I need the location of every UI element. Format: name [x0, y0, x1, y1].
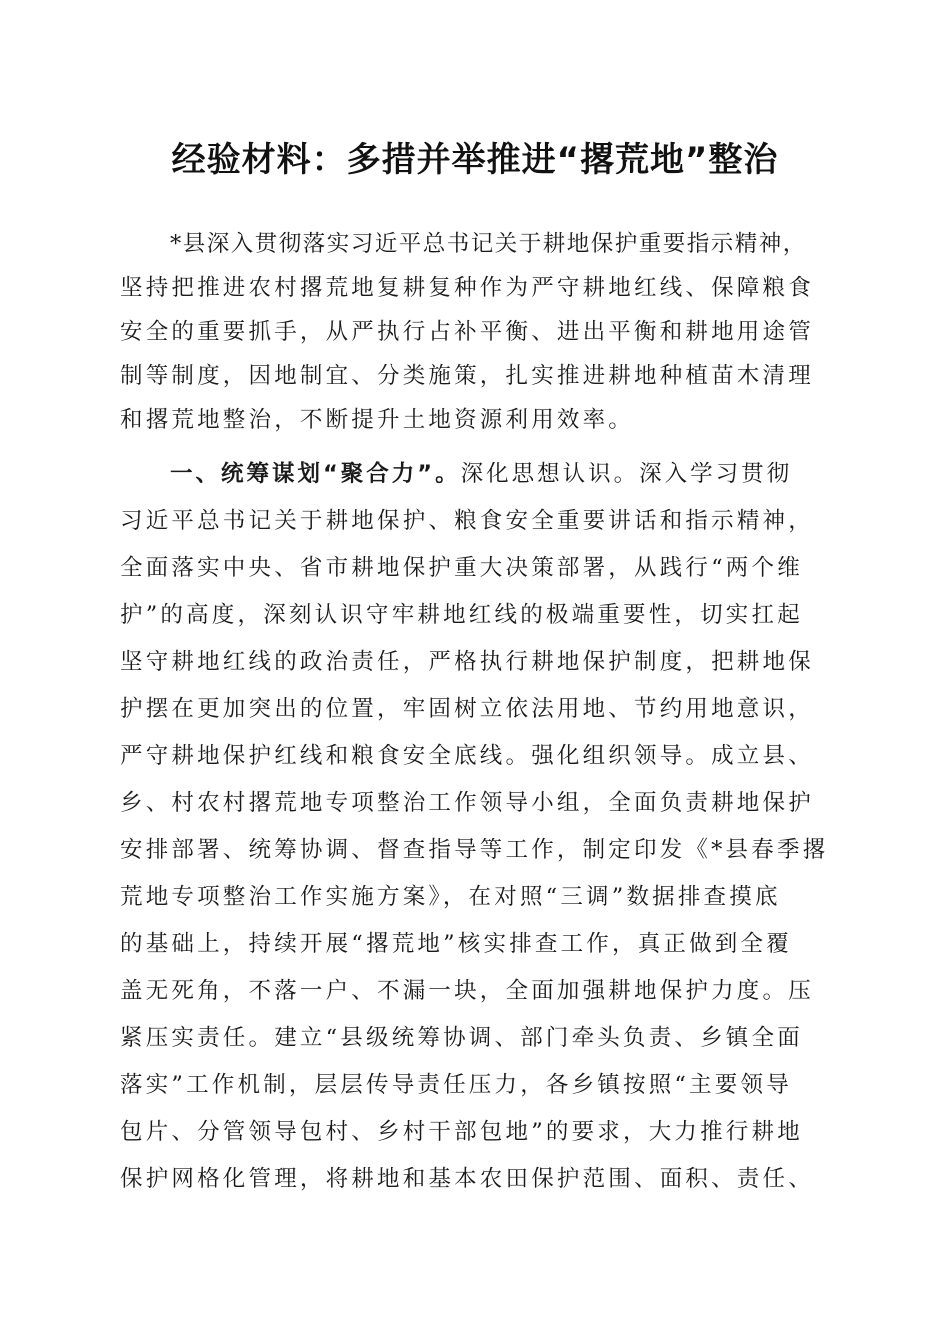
section-1-line: 落实”工作机制，层层传导责任压力，各乡镇按照“主要领导: [120, 1072, 792, 1098]
section-1-line: 坚守耕地红线的政治责任，严格执行耕地保护制度，把耕地保: [120, 649, 814, 675]
section-1-first-line-text: 深化思想认识。深入学习贯彻: [460, 461, 793, 487]
paragraph-1-line-5: 和撂荒地整治，不断提升土地资源利用效率。: [120, 407, 635, 433]
section-1-line: 乡、村农村撂荒地专项整治工作领导小组，全面负责耕地保护: [120, 790, 814, 816]
section-1-line: 荒地专项整治工作实施方案》，在对照“三调”数据排查摸底: [120, 884, 781, 910]
paragraph-1-line-3: 安全的重要抓手，从严执行占补平衡、进出平衡和耕地用途管: [120, 319, 814, 345]
section-1-heading: 一、统筹谋划“聚合力”。: [170, 461, 461, 487]
paragraph-1-line-2: 坚持把推进农村撂荒地复耕复种作为严守耕地红线、保障粮食: [120, 275, 814, 301]
document-title: 经验材料：多措并举推进“撂荒地”整治: [171, 140, 779, 180]
section-1-line: 安排部署、统筹协调、督查指导等工作，制定印发《*县春季撂: [120, 837, 829, 863]
section-1-line: 严守耕地保护红线和粮食安全底线。强化组织领导。成立县、: [120, 743, 814, 769]
section-1-line: 习近平总书记关于耕地保护、粮食安全重要讲话和指示精神，: [120, 508, 814, 534]
paragraph-1-line-1: *县深入贯彻落实习近平总书记关于耕地保护重要指示精神，: [170, 231, 807, 257]
section-1-line: 紧压实责任。建立“县级统筹协调、部门牵头负责、乡镇全面: [120, 1025, 803, 1051]
section-1-line: 包片、分管领导包村、乡村干部包地”的要求，大力推行耕地: [120, 1119, 803, 1145]
section-1-line: 全面落实中央、省市耕地保护重大决策部署，从践行“两个维: [120, 555, 803, 581]
section-1-line: 的基础上，持续开展“撂荒地”核实排查工作，真正做到全覆: [120, 931, 792, 957]
section-1-first-line: [170, 459, 792, 489]
paragraph-1-line-4: 制等制度，因地制宜、分类施策，扎实推进耕地种植苗木清理: [120, 363, 814, 389]
section-1-line: 保护网格化管理，将耕地和基本农田保护范围、面积、责任、: [120, 1166, 814, 1192]
section-1-line: 护摆在更加突出的位置，牢固树立依法用地、节约用地意识，: [120, 696, 814, 722]
section-1-line: 盖无死角，不落一户、不漏一块，全面加强耕地保护力度。压: [120, 978, 814, 1004]
section-1-line: 护”的高度，深刻认识守牢耕地红线的极端重要性，切实扛起: [120, 602, 803, 628]
